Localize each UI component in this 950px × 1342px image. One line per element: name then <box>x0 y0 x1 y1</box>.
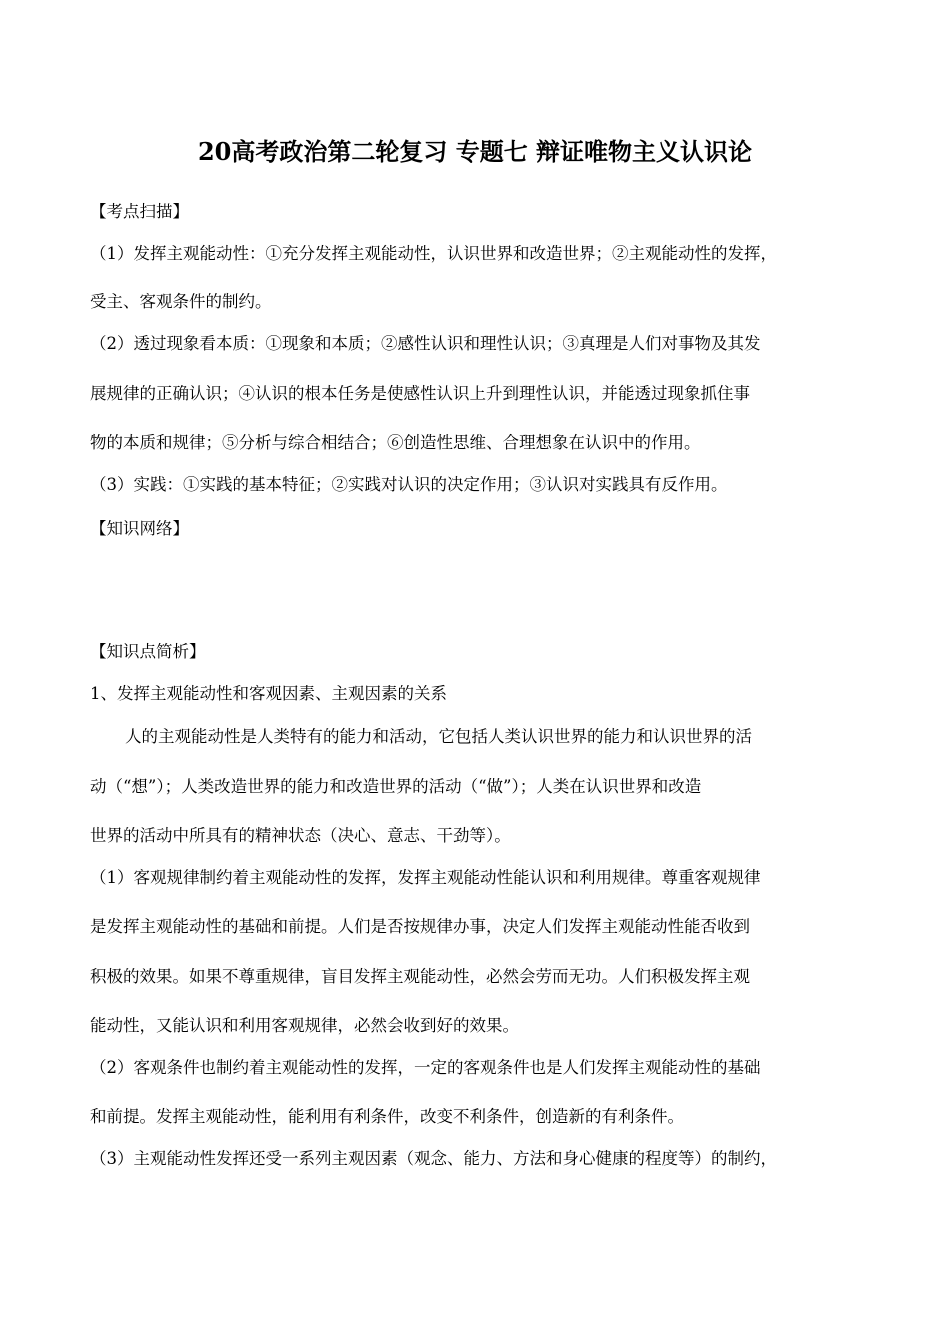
analysis-line: 和前提。发挥主观能动性，能利用有利条件，改变不利条件，创造新的有利条件。 <box>90 1107 684 1126</box>
scan-line: （1）发挥主观能动性：①充分发挥主观能动性，认识世界和改造世界；②主观能动性的发挥， <box>90 244 777 263</box>
scan-line: （3）实践：①实践的基本特征；②实践对认识的决定作用；③认识对实践具有反作用。 <box>90 475 728 494</box>
analysis-line: 世界的活动中所具有的精神状态（决心、意志、干劲等）。 <box>90 826 511 845</box>
scan-line: （2）透过现象看本质：①现象和本质；②感性认识和理性认识；③真理是人们对事物及其发 <box>90 334 761 353</box>
scan-heading: 【考点扫描】 <box>90 202 189 221</box>
analysis-subheading: 1、发挥主观能动性和客观因素、主观因素的关系 <box>90 684 447 703</box>
analysis-line: （1）客观规律制约着主观能动性的发挥，发挥主观能动性能认识和利用规律。尊重客观规律 <box>90 868 761 887</box>
document-title: 20高考政治第二轮复习 专题七 辩证唯物主义认识论 <box>197 137 753 166</box>
scan-line: 物的本质和规律；⑤分析与综合相结合；⑥创造性思维、合理想象在认识中的作用。 <box>90 433 701 452</box>
analysis-line: （2）客观条件也制约着主观能动性的发挥，一定的客观条件也是人们发挥主观能动性的基础 <box>90 1058 761 1077</box>
analysis-heading: 【知识点简析】 <box>90 642 206 661</box>
analysis-line: 动（“想”）；人类改造世界的能力和改造世界的活动（“做”）；人类在认识世界和改造 <box>90 777 702 796</box>
analysis-line: 是发挥主观能动性的基础和前提。人们是否按规律办事，决定人们发挥主观能动性能否收到 <box>90 917 750 936</box>
analysis-line: 人的主观能动性是人类特有的能力和活动，它包括人类认识世界的能力和认识世界的活 <box>125 727 752 746</box>
analysis-line: 积极的效果。如果不尊重规律，盲目发挥主观能动性，必然会劳而无功。人们积极发挥主观 <box>90 967 750 986</box>
scan-line: 受主、客观条件的制约。 <box>90 292 272 311</box>
analysis-line: 能动性，又能认识和利用客观规律，必然会收到好的效果。 <box>90 1016 519 1035</box>
scan-line: 展规律的正确认识；④认识的根本任务是使感性认识上升到理性认识，并能透过现象抓住事 <box>90 384 750 403</box>
analysis-line: （3）主观能动性发挥还受一系列主观因素（观念、能力、方法和身心健康的程度等）的制约， <box>90 1149 777 1168</box>
network-heading: 【知识网络】 <box>90 519 189 538</box>
